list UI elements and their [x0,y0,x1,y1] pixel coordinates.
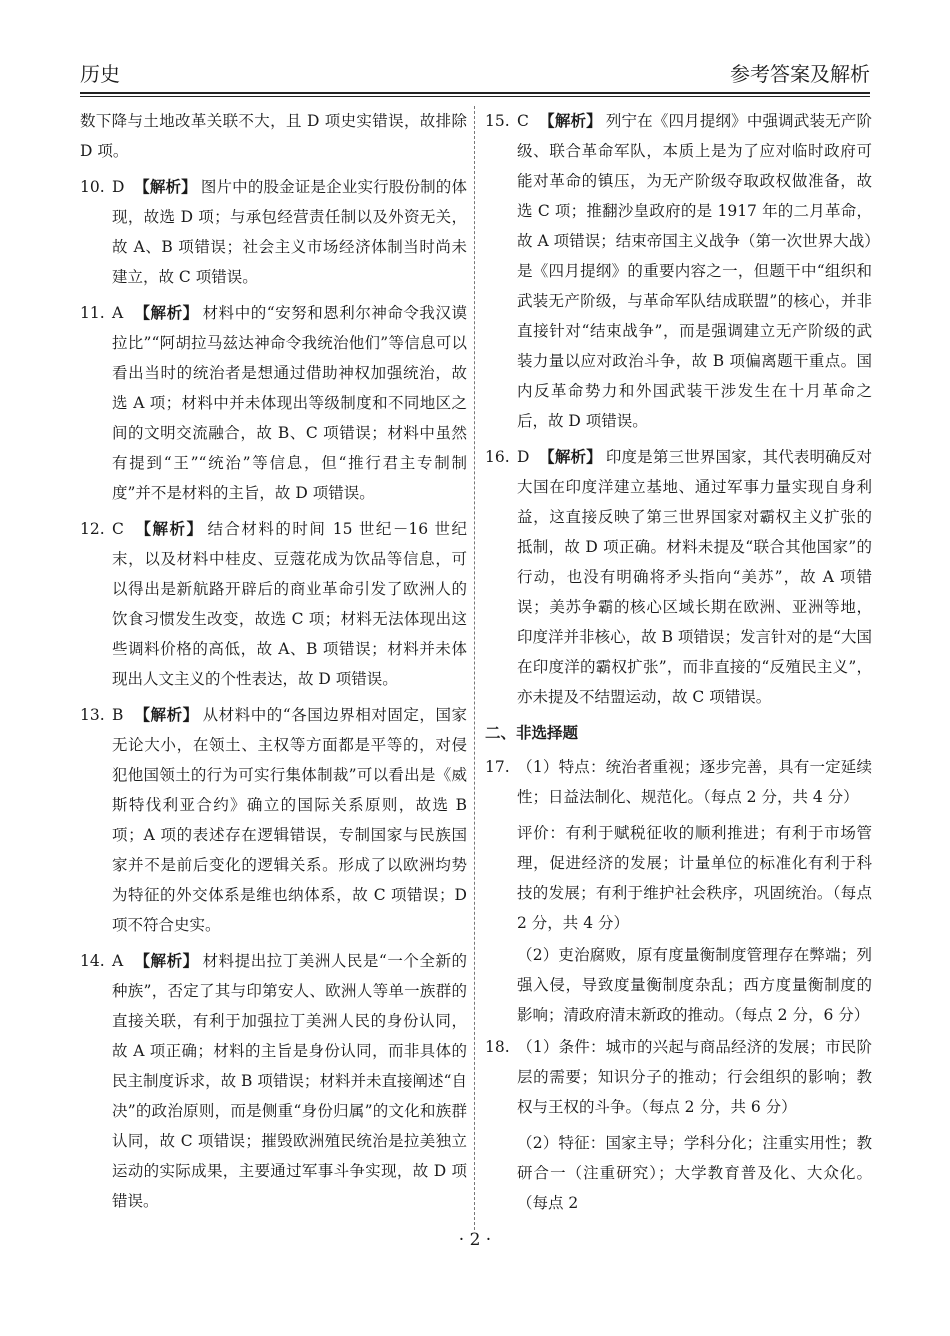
header-rule-thin [80,96,870,97]
answer-item-13 [80,700,467,940]
item-number: 10. [80,178,105,196]
item-number: 16. [485,448,510,466]
continued-text: 数下降与土地改革关联不大，且 D 项史实错误，故排除 D 项。 [80,112,467,160]
answer-item-11 [80,298,467,508]
doc-title: 参考答案及解析 [730,62,870,86]
page-number: · 2 · [458,1230,492,1250]
item-answer: D [517,448,530,466]
item-text: 列宁在《四月提纲》中强调武装无产阶级、联合革命军队，本质上是为了应对临时政府可能对革命的镇压，为无产阶级夺取政权做准备，故选 C 项；推翻沙皇政府的是 1917 年的二月革命，故 A 项错误；结束帝国主义战争（第一次世界大战）是《四月提纲》的重要内容之一，但题干中“组织和武装无产阶级，与革命军队结成联盟”的核心，并非直接针对“结束战争”，而是强调建立无产阶级的武装力量以应对政治斗争，故 B 项偏离题干重点。国内反革命势力和外国武装干涉发生在十月革命之后，故 D 项错误。 [517,112,872,430]
item-answer: A [112,304,124,322]
answer-item-10 [80,172,467,292]
section-heading: 二、非选择题 [485,723,579,742]
column-divider [474,106,475,1230]
analysis-tag: 【解析】 [539,111,602,130]
right-column [485,106,872,1220]
analysis-tag: 【解析】 [134,519,204,538]
answer-item-12 [80,514,467,694]
item-text: （1）特点：统治者重视；逐步完善，具有一定延续性；日益法制化、规范化。（每点 2 分，共 4 分） [517,758,872,806]
answer-item-18-part2: （2）特征：国家主导；学科分化；注重实用性；教研合一（注重研究）；大学教育普及化、大众化。（每点 2 [517,1134,872,1212]
item-text: 材料中的“安努和恩利尔神命令我汉谟拉比”“阿胡拉马兹达神命令我统治他们”等信息可以看出当时的统治者是想通过借助神权加强统治，故选 A 项；材料中并未体现出等级制度和不同地区之间的文明交流融合，故 B、C 项错误；材料中虽然有提到“王”“统治”等信息，但“推行君主专制制度”并不是材料的主旨，故 D 项错误。 [112,304,467,502]
answer-item-14 [80,946,467,1216]
answer-item-17-part2: （2）吏治腐败，原有度量衡制度管理存在弊端；列强入侵，导致度量衡制度杂乱；西方度量衡制度的影响；清政府清末新政的推动。（每点 2 分，6 分） [517,946,872,1024]
item-text: （1）条件：城市的兴起与商品经济的发展；市民阶层的需要；知识分子的推动；行会组织的影响；教权与王权的斗争。（每点 2 分，共 6 分） [517,1038,872,1116]
item-number: 17. [485,758,510,776]
answer-item-18-part1 [485,1032,872,1122]
item-text: 印度是第三世界国家，其代表明确反对大国在印度洋建立基地、通过军事力量实现自身利益，这直接反映了第三世界国家对霸权主义扩张的抵制，故 D 项正确。材料未提及“联合其他国家”的行动，也没有明确将矛头指向“美苏”，故 A 项错误；美苏争霸的核心区域长期在欧洲、亚洲等地，印度洋并非核心，故 B 项错误；发言针对的是“大国在印度洋的霸权扩张”，而非直接的“反殖民主义”，亦未提及不结盟运动，故 C 项错误。 [517,448,872,706]
answer-item-17-part1 [485,752,872,812]
item-answer: C [517,112,529,130]
analysis-tag: 【解析】 [134,177,197,196]
answer-item-16 [485,442,872,712]
analysis-tag: 【解析】 [134,705,199,724]
item-number: 11. [80,304,105,322]
item-number: 13. [80,706,105,724]
header-rule [80,92,870,94]
item-answer: B [112,706,124,724]
item-answer: A [112,952,124,970]
item-answer: D [112,178,125,196]
item-answer: C [112,520,124,538]
subject-title: 历史 [80,62,120,86]
item-number: 18. [485,1038,510,1056]
item-number: 14. [80,952,105,970]
analysis-tag: 【解析】 [134,951,199,970]
page-header [80,58,870,88]
analysis-tag: 【解析】 [134,303,199,322]
item-number: 12. [80,520,105,538]
item-number: 15. [485,112,510,130]
answer-item-15 [485,106,872,436]
item-text: 从材料中的“各国边界相对固定，国家无论大小，在领土、主权等方面都是平等的，对侵犯他国领土的行为可实行集体制裁”可以看出是《威斯特伐利亚合约》确立的国际关系原则，故选 B 项；A 项的表述存在逻辑错误，专制国家与民族国家并不是前后变化的逻辑关系。形成了以欧洲均势为特征的外交体系是维也纳体系，故 C 项错误；D 项不符合史实。 [112,706,467,934]
item-text: 图片中的股金证是企业实行股份制的体现，故选 D 项；与承包经营责任制以及外资无关，故 A、B 项错误；社会主义市场经济体制当时尚未建立，故 C 项错误。 [112,178,467,286]
left-column [80,106,467,1222]
analysis-tag: 【解析】 [539,447,602,466]
answer-item-17-evaluation: 评价：有利于赋税征收的顺利推进；有利于市场管理，促进经济的发展；计量单位的标准化有利于科技的发展；有利于维护社会秩序，巩固统治。（每点 2 分，共 4 分） [517,824,872,932]
item-text: 结合材料的时间 15 世纪－16 世纪末，以及材料中桂皮、豆蔻花成为饮品等信息，可以得出是新航路开辟后的商业革命引发了欧洲人的饮食习惯发生改变，故选 C 项；材料无法体现出这些调料价格的高低，故 A、B 项错误；材料并未体现出人文主义的个性表达，故 D 项错误。 [112,520,467,688]
item-text: 材料提出拉丁美洲人民是“一个全新的种族”，否定了其与印第安人、欧洲人等单一族群的直接关联，有利于加强拉丁美洲人民的身份认同，故 A 项正确；材料的主旨是身份认同，而非具体的民主制度诉求，故 B 项错误；材料并未直接阐述“自决”的政治原则，而是侧重“身份归属”的文化和族群认同，故 C 项错误；摧毁欧洲殖民统治是拉美独立运动的实际成果，主要通过军事斗争实现，故 D 项错误。 [112,952,467,1210]
